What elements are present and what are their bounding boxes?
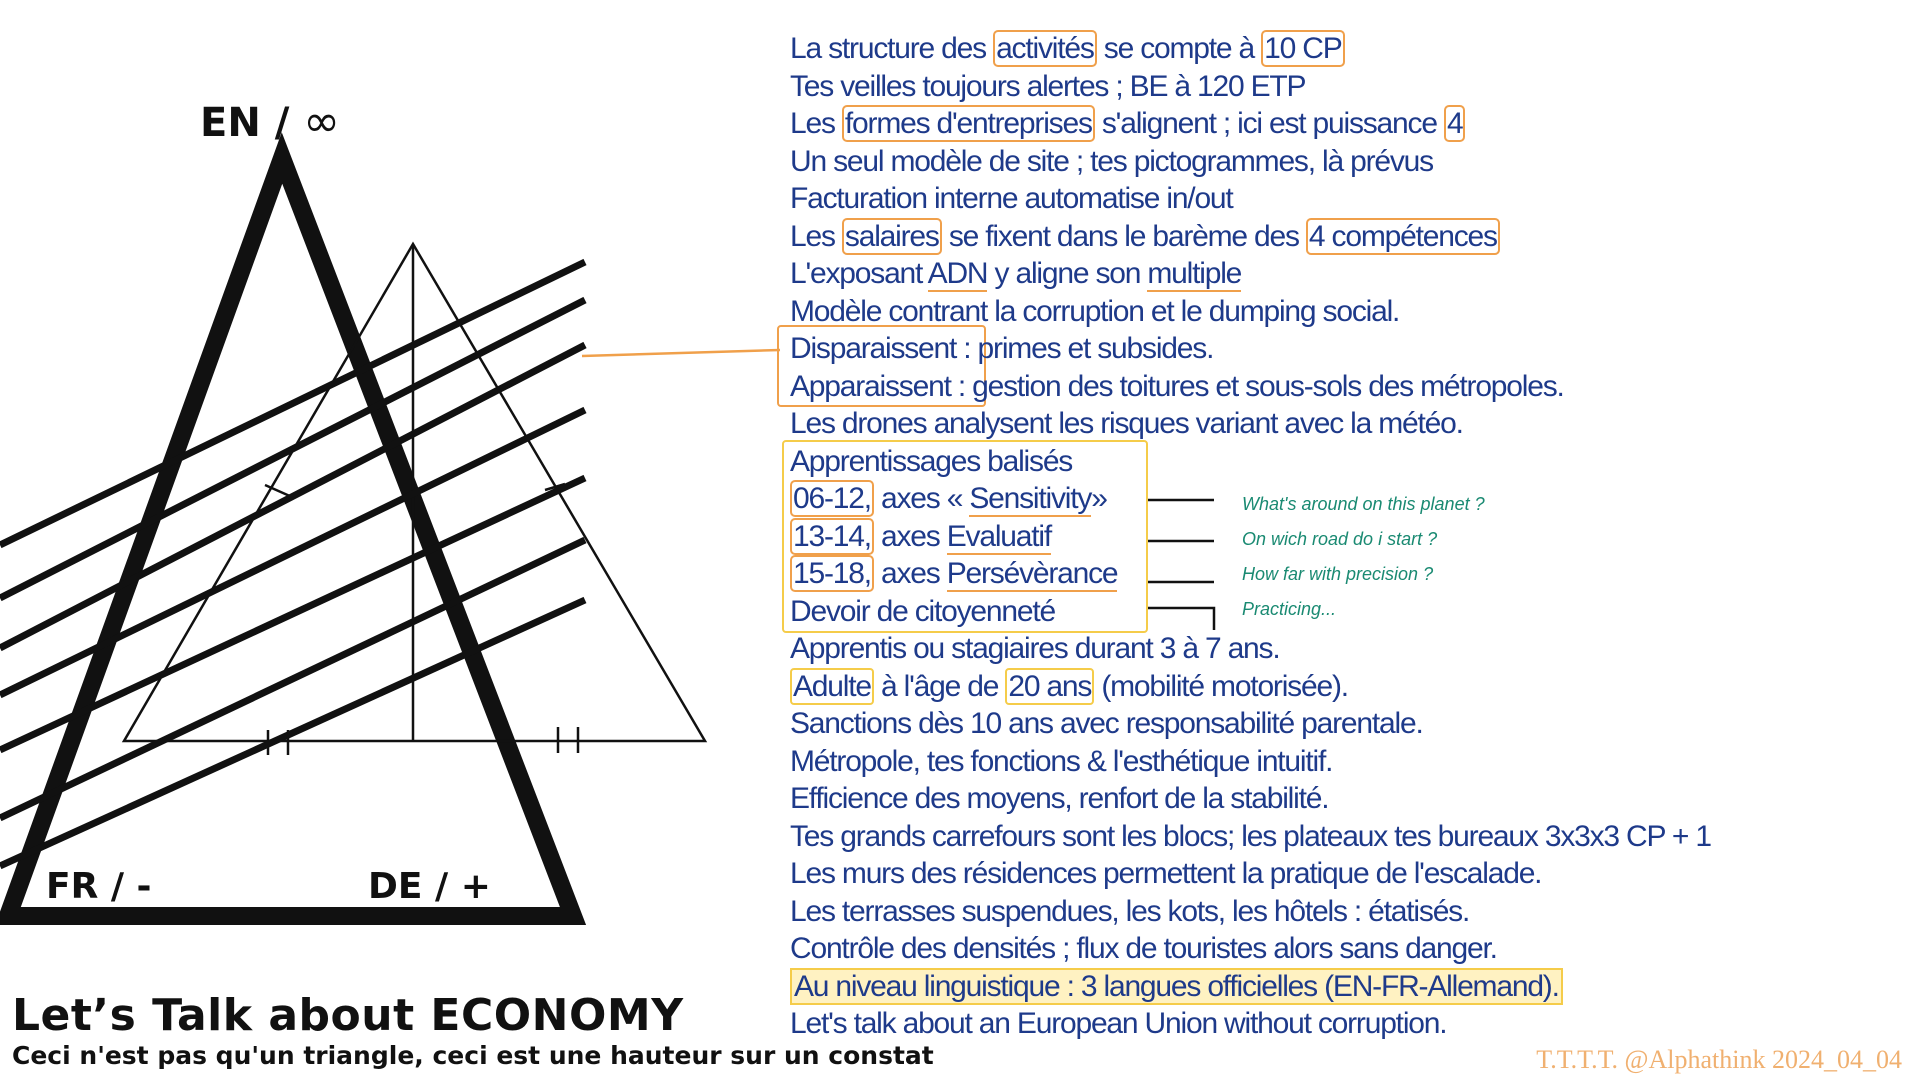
vertex-label-en: EN / <box>200 100 290 146</box>
text-line: Adulte à l'âge de 20 ans (mobilité motorisée). <box>790 668 1910 706</box>
text-line: Apprentis ou stagiaires durant 3 à 7 ans. <box>790 632 1280 665</box>
text-line: Sanctions dès 10 ans avec responsabilité parentale. <box>790 707 1423 740</box>
connector-line <box>582 350 780 356</box>
vertex-label-top <box>200 96 340 147</box>
text-line: Métropole, tes fonctions & l'esthétique intuitif. <box>790 744 1333 778</box>
text-line: Apprentissages balisés <box>790 444 1073 478</box>
keyword-box: formes d'entreprises <box>842 105 1095 142</box>
text-line: Facturation interne automatise in/out <box>790 182 1233 215</box>
side-note: What's around on this planet ? <box>1242 494 1485 514</box>
keyword-box: 4 <box>1444 105 1466 142</box>
text-line: Tes grands carrefours sont les blocs; les plateaux tes bureaux 3x3x3 CP + 1 <box>790 819 1711 853</box>
vertex-label-right: DE / + <box>368 866 491 907</box>
outer-triangle <box>8 158 573 916</box>
text-line: Les murs des résidences permettent la pratique de l'escalade. <box>790 857 1542 890</box>
keyword-box: 10 CP <box>1261 30 1344 67</box>
keyword-underline: ADN <box>927 257 988 290</box>
text-line: Modèle contrant la corruption et le dumping social. <box>790 294 1400 328</box>
age-box: 13-14, <box>790 518 874 555</box>
text-line: Les terrasses suspendues, les kots, les hôtels : étatisés. <box>790 894 1470 928</box>
author-credit: T.T.T.T. @Alphathink 2024_04_04 <box>1536 1045 1902 1074</box>
diagonal-lines <box>0 262 585 866</box>
text-line: L'exposant ADN y aligne son multiple <box>790 257 1242 290</box>
keyword-box: 20 ans <box>1005 668 1094 705</box>
text-line: Les formes d'entreprises s'alignent ; ici est puissance 4 <box>790 105 1910 143</box>
text-line: Disparaissent : primes et subsides. <box>790 332 1214 365</box>
vertex-label-left: FR / - <box>46 866 152 907</box>
text-line: Contrôle des densités ; flux de touristes alors sans danger. <box>790 932 1497 965</box>
keyword-underline: multiple <box>1147 257 1242 290</box>
footer-title: Let’s Talk about ECONOMY <box>12 990 684 1041</box>
text-line: Un seul modèle de site ; tes pictogrammes, là prévus <box>790 144 1433 178</box>
text-line: 06-12, axes « Sensitivity» <box>790 480 1910 518</box>
text-line: Apparaissent : gestion des toitures et sous-sols des métropoles. <box>790 369 1564 403</box>
side-note: Practicing... <box>1242 599 1337 619</box>
text-line: La structure des activités se compte à 10 CP <box>790 30 1910 68</box>
text-line: Efficience des moyens, renfort de la stabilité. <box>790 782 1329 815</box>
text-line: Tes veilles toujours alertes ; BE à 120 ETP <box>790 69 1306 103</box>
keyword-underline: Evaluatif <box>946 519 1051 553</box>
footer-subtitle: Ceci n'est pas qu'un triangle, ceci est une hauteur sur un constat <box>12 1041 934 1070</box>
keyword-box: 4 compétences <box>1306 218 1500 255</box>
keyword-underline: Persévèrance <box>946 557 1118 590</box>
text-line: Les drones analysent les risques variant avec la météo. <box>790 407 1463 440</box>
keyword-underline: Sensitivity <box>969 482 1092 515</box>
text-line <box>790 968 1910 1006</box>
text-line: 15-18, axes Persévèrance <box>790 555 1910 593</box>
side-note: How far with precision ? <box>1242 564 1434 584</box>
keyword-box: activités <box>993 30 1097 67</box>
keyword-box: Adulte <box>790 668 874 705</box>
text-line: Les salaires se fixent dans le barème des 4 compétences <box>790 218 1910 256</box>
side-note: On wich road do i start ? <box>1242 529 1438 549</box>
highlighted-line: Au niveau linguistique : 3 langues officielles (EN-FR-Allemand). <box>790 968 1563 1005</box>
age-box: 15-18, <box>790 555 874 592</box>
text-line: Devoir de citoyenneté <box>790 594 1055 628</box>
age-box: 06-12, <box>790 480 874 517</box>
text-line: 13-14, axes Evaluatif <box>790 518 1910 556</box>
text-line: Let's talk about an European Union without corruption. <box>790 1007 1447 1040</box>
keyword-box: salaires <box>842 218 942 255</box>
infinity-icon: ∞ <box>303 96 340 147</box>
